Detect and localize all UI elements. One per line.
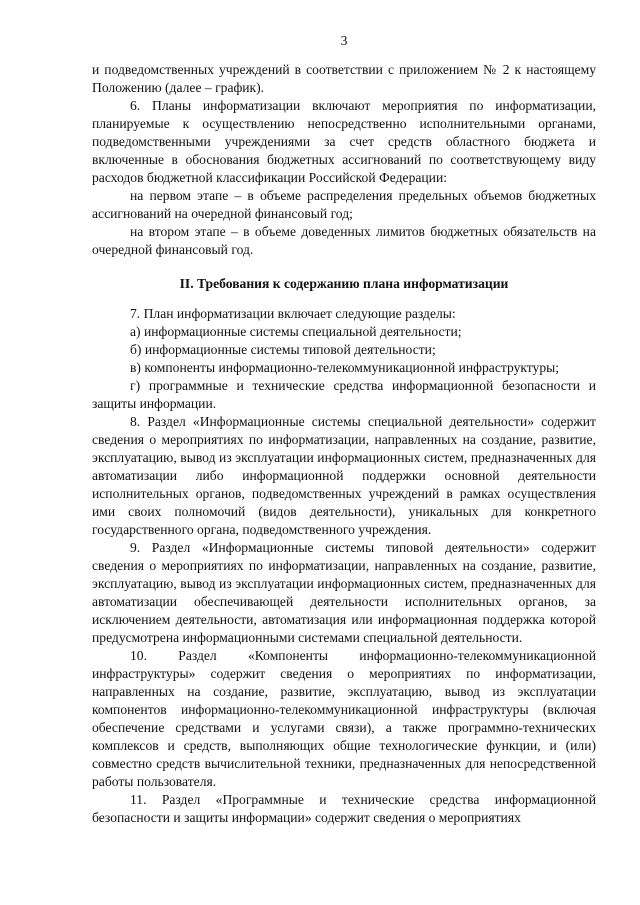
list-item-a: а) информационные системы специальной деятельности; — [130, 324, 462, 339]
section-heading: II. Требования к содержанию плана информатизации — [179, 276, 509, 291]
list-item-g: г) программные и технические средства информационной безопасности и защиты информации. — [92, 378, 596, 411]
paragraph-6: 6. Планы информатизации включают мероприятия по информатизации, планируемые к осуществлению непосредственно исполнительными органами, подведомственными учреждениями за счет средств областного бюджета и включенные в обоснования бюджетных ассигнований по соответствующему виду расходов бюджетной классификации Российской Федерации: — [92, 98, 596, 185]
page-number: 3 — [340, 33, 348, 48]
paragraph-8: 8. Раздел «Информационные системы специальной деятельности» содержит сведения о мероприятиях по информатизации, направленных на создание, развитие, эксплуатацию, вывод из эксплуатации информационных систем, предназначенных для автоматизации либо информационной поддержки основной деятельности исполнительных органов, подведомственных учреждений в рамках осуществления ими своих полномочий (видов деятельности), уникальных для конкретного государственного органа, подведомственного учреждения. — [92, 414, 596, 537]
paragraph-continuation: и подведомственных учреждений в соответствии с приложением № 2 к настоящему Положению (далее – график). — [92, 62, 596, 95]
paragraph-stage-two: на втором этапе – в объеме доведенных лимитов бюджетных обязательств на очередной финансовый год. — [92, 224, 596, 257]
paragraph-11: 11. Раздел «Программные и технические средства информационной безопасности и защиты информации» содержит сведения о мероприятиях — [92, 792, 596, 825]
paragraph-7: 7. План информатизации включает следующие разделы: — [130, 306, 456, 321]
paragraph-9: 9. Раздел «Информационные системы типовой деятельности» содержит сведения о мероприятиях по информатизации, направленных на создание, развитие, эксплуатацию, вывод из эксплуатации информационных систем, предназначенных для автоматизации обеспечивающей деятельности исполнительных органов, за исключением деятельности, автоматизация или информационная поддержка которой предусмотрена информационными системами специальной деятельности. — [92, 540, 596, 645]
list-item-v: в) компоненты информационно-телекоммуникационной инфраструктуры; — [130, 360, 560, 375]
paragraph-stage-one: на первом этапе – в объеме распределения предельных объемов бюджетных ассигнований на очередной финансовый год; — [92, 188, 596, 221]
document-page — [92, 32, 596, 827]
list-item-b: б) информационные системы типовой деятельности; — [130, 342, 436, 357]
paragraph-10: 10. Раздел «Компоненты информационно-телекоммуникационной инфраструктуры» содержит сведения о мероприятиях по информатизации, направленных на создание, развитие, эксплуатацию, вывод из эксплуатации компонентов информационно-телекоммуникационной инфраструктуры (включая обеспечение средствами и услугами связи), а также программно-технических комплексов и средств, выполняющих общие технологические функции, и (или) совместно средств вычислительной техники, предназначенных для непосредственной работы пользователя. — [92, 648, 596, 789]
